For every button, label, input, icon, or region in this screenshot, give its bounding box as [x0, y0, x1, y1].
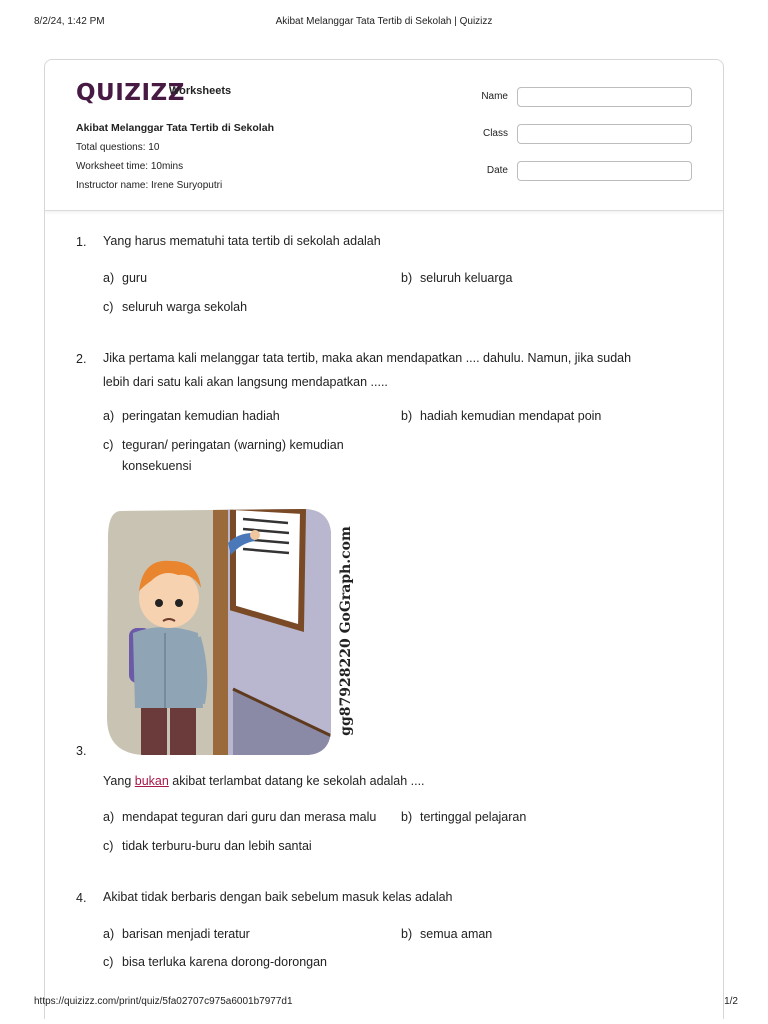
option-letter: c)	[103, 438, 114, 452]
option-b	[401, 268, 512, 289]
question-text	[103, 346, 683, 394]
question-text: Yang harus mematuhi tata tertib di sekolah adalah	[103, 234, 381, 248]
option-text-cont: konsekuensi	[122, 459, 192, 473]
class-label: Class	[482, 128, 508, 139]
date-label: Date	[486, 165, 508, 176]
option-letter: b)	[401, 271, 413, 285]
question-line: lebih dari satu kali akan langsung mendapatkan .....	[103, 375, 388, 389]
option-letter: a)	[103, 271, 115, 285]
question-text	[103, 769, 683, 793]
option-b	[401, 807, 526, 828]
worksheet-meta	[76, 119, 274, 195]
quizizz-logo: QUIZIZZ	[76, 80, 185, 106]
print-title: Akibat Melanggar Tata Tertib di Sekolah | Quizizz	[275, 16, 493, 27]
question-text-pre: Yang	[103, 774, 135, 788]
option-letter: c)	[103, 300, 114, 314]
emphasis-word: bukan	[134, 774, 169, 788]
total-questions: Total questions: 10	[76, 142, 160, 153]
option-a	[103, 268, 147, 289]
option-a	[103, 406, 280, 427]
class-field[interactable]	[517, 124, 692, 144]
option-text: hadiah kemudian mendapat poin	[420, 409, 602, 423]
page-number: 1/2	[724, 996, 738, 1007]
option-c	[103, 836, 312, 857]
option-c	[103, 952, 327, 973]
option-letter: b)	[401, 810, 413, 824]
option-text: tidak terburu-buru dan lebih santai	[122, 839, 312, 853]
option-letter: b)	[401, 927, 413, 941]
date-field[interactable]	[517, 161, 692, 181]
option-text: semua aman	[420, 927, 493, 941]
option-letter: b)	[401, 409, 413, 423]
option-text: guru	[122, 271, 148, 285]
name-label: Name	[481, 91, 508, 102]
worksheet-time: Worksheet time: 10mins	[76, 161, 184, 172]
option-letter: c)	[103, 955, 114, 969]
option-c	[103, 435, 344, 477]
name-field[interactable]	[517, 87, 692, 107]
worksheet-header	[45, 60, 723, 211]
option-text: tertinggal pelajaran	[420, 810, 527, 824]
option-a	[103, 924, 250, 945]
worksheet-card	[44, 59, 724, 1019]
instructor-name: Instructor name: Irene Suryoputri	[76, 180, 223, 191]
question-text: Akibat tidak berbaris dengan baik sebelum masuk kelas adalah	[103, 890, 453, 904]
option-text: teguran/ peringatan (warning) kemudian	[122, 438, 344, 452]
option-b	[401, 924, 492, 945]
option-text: bisa terluka karena dorong-dorongan	[122, 955, 327, 969]
print-url: https://quizizz.com/print/quiz/5fa02707c975a6001b7977d1	[34, 996, 293, 1007]
print-date: 8/2/24, 1:42 PM	[34, 16, 105, 27]
option-text: seluruh warga sekolah	[122, 300, 248, 314]
option-letter: a)	[103, 409, 115, 423]
option-text: mendapat teguran dari guru dan merasa malu	[122, 810, 377, 824]
question-text-post: akibat terlambat datang ke sekolah adalah ....	[168, 774, 425, 788]
question-number: 4.	[76, 891, 87, 905]
option-c	[103, 297, 247, 318]
late-student-illustration	[103, 503, 365, 758]
worksheet-title: Akibat Melanggar Tata Tertib di Sekolah	[76, 122, 274, 134]
option-letter: c)	[103, 839, 114, 853]
question-number: 1.	[76, 235, 87, 249]
question-number: 3.	[76, 744, 87, 758]
option-text: seluruh keluarga	[420, 271, 513, 285]
print-header	[0, 16, 768, 30]
option-letter: a)	[103, 927, 115, 941]
option-a	[103, 807, 376, 828]
logo-subtitle: Worksheets	[169, 85, 232, 97]
option-text: barisan menjadi teratur	[122, 927, 250, 941]
option-b	[401, 406, 601, 427]
option-letter: a)	[103, 810, 115, 824]
option-text: peringatan kemudian hadiah	[122, 409, 280, 423]
watermark-text: gg87928220 GoGraph.com	[338, 526, 354, 736]
question-line: Jika pertama kali melanggar tata tertib, maka akan mendapatkan .... dahulu. Namun, jika sudah	[103, 351, 632, 365]
question-number: 2.	[76, 352, 87, 366]
